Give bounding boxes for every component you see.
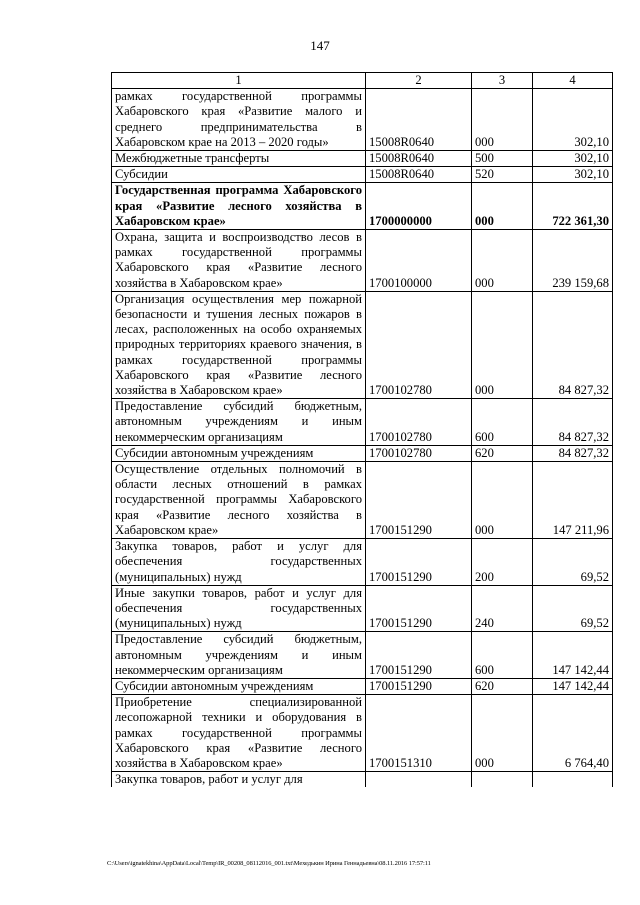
row-name: Предоставление субсидий бюджетным, автономным учреждениям и иным некоммерческим организациям [112,632,366,679]
row-name: Межбюджетные трансферты [112,151,366,167]
row-kind: 620 [472,678,533,694]
row-name: Иные закупки товаров, работ и услуг для обеспечения государственных (муниципальных) нужд [112,585,366,632]
row-name: Закупка товаров, работ и услуг для обеспечения государственных (муниципальных) нужд [112,539,366,586]
column-header: 1 [112,73,366,89]
row-sum [533,772,613,788]
row-code: 1700102780 [366,399,472,446]
table-row [112,167,613,183]
table-row [112,462,613,539]
table-row-program [112,183,613,230]
file-path-footer: C:\Users\ignatekhina\AppData\Local\Temp\IR_00208_08112016_001.txt\Мехедькин Ирина Геннадьевна\08.11.2016 17:57:11 [107,860,431,867]
row-name: рамках государственной программы Хабаровского края «Развитие малого и среднего предпринимательства в Хабаровском крае на 2013 – 2020 годы» [112,89,366,151]
row-name: Осуществление отдельных полномочий в области лесных отношений в рамках государственной программы Хабаровского края «Развитие лесного хозяйства в Хабаровском крае» [112,462,366,539]
row-kind: 200 [472,539,533,586]
table-row [112,399,613,446]
row-sum: 722 361,30 [533,183,613,230]
row-code: 15008R0640 [366,89,472,151]
row-kind: 500 [472,151,533,167]
row-code: 1700151290 [366,585,472,632]
row-code: 1700102780 [366,291,472,398]
row-code: 1700000000 [366,183,472,230]
row-code: 15008R0640 [366,167,472,183]
row-sum: 302,10 [533,89,613,151]
table-row [112,632,613,679]
row-name: Охрана, защита и воспроизводство лесов в рамках государственной программы Хабаровского края «Развитие лесного хозяйства в Хабаровском крае» [112,230,366,292]
table-row [112,539,613,586]
row-name: Предоставление субсидий бюджетным, автономным учреждениям и иным некоммерческим организациям [112,399,366,446]
row-code: 1700100000 [366,230,472,292]
row-kind [472,772,533,788]
row-kind: 240 [472,585,533,632]
row-sum: 302,10 [533,151,613,167]
row-sum: 302,10 [533,167,613,183]
row-name: Субсидии автономным учреждениям [112,678,366,694]
row-kind: 000 [472,291,533,398]
table-row [112,585,613,632]
table-header-row [112,73,613,89]
table-row [112,151,613,167]
row-code: 1700151290 [366,462,472,539]
table-row [112,230,613,292]
row-name: Приобретение специализированной лесопожарной техники и оборудования в рамках государственной программы Хабаровского края «Развитие лесного хозяйства в Хабаровском крае» [112,695,366,772]
row-sum: 84 827,32 [533,291,613,398]
row-code: 1700151290 [366,539,472,586]
table-row [112,89,613,151]
column-header: 3 [472,73,533,89]
table-row [112,445,613,461]
row-kind: 620 [472,445,533,461]
row-kind: 600 [472,399,533,446]
row-sum: 239 159,68 [533,230,613,292]
row-kind: 600 [472,632,533,679]
row-kind: 000 [472,695,533,772]
row-code: 15008R0640 [366,151,472,167]
row-kind: 000 [472,89,533,151]
row-name: Государственная программа Хабаровского края «Развитие лесного хозяйства в Хабаровском крае» [112,183,366,230]
row-code [366,772,472,788]
row-sum: 147 142,44 [533,632,613,679]
row-name: Субсидии [112,167,366,183]
row-sum: 84 827,32 [533,445,613,461]
budget-table [111,72,613,787]
page-number: 147 [310,38,330,53]
table-row [112,291,613,398]
column-header: 4 [533,73,613,89]
row-kind: 000 [472,230,533,292]
table-row [112,678,613,694]
column-header: 2 [366,73,472,89]
row-sum: 84 827,32 [533,399,613,446]
row-sum: 69,52 [533,585,613,632]
table-row [112,695,613,772]
row-name: Закупка товаров, работ и услуг для [112,772,366,788]
row-code: 1700151290 [366,632,472,679]
row-code: 1700151290 [366,678,472,694]
row-code: 1700151310 [366,695,472,772]
row-code: 1700102780 [366,445,472,461]
row-sum: 147 211,96 [533,462,613,539]
table-row-continued [112,772,613,788]
row-kind: 000 [472,183,533,230]
row-name: Субсидии автономным учреждениям [112,445,366,461]
row-name: Организация осуществления мер пожарной безопасности и тушения лесных пожаров в лесах, расположенных на особо охраняемых природных территориях краевого значения, в рамках государственной программы Хабаровского края «Развитие лесного хозяйства в Хабаровском крае» [112,291,366,398]
row-kind: 000 [472,462,533,539]
row-sum: 6 764,40 [533,695,613,772]
row-sum: 69,52 [533,539,613,586]
row-sum: 147 142,44 [533,678,613,694]
row-kind: 520 [472,167,533,183]
